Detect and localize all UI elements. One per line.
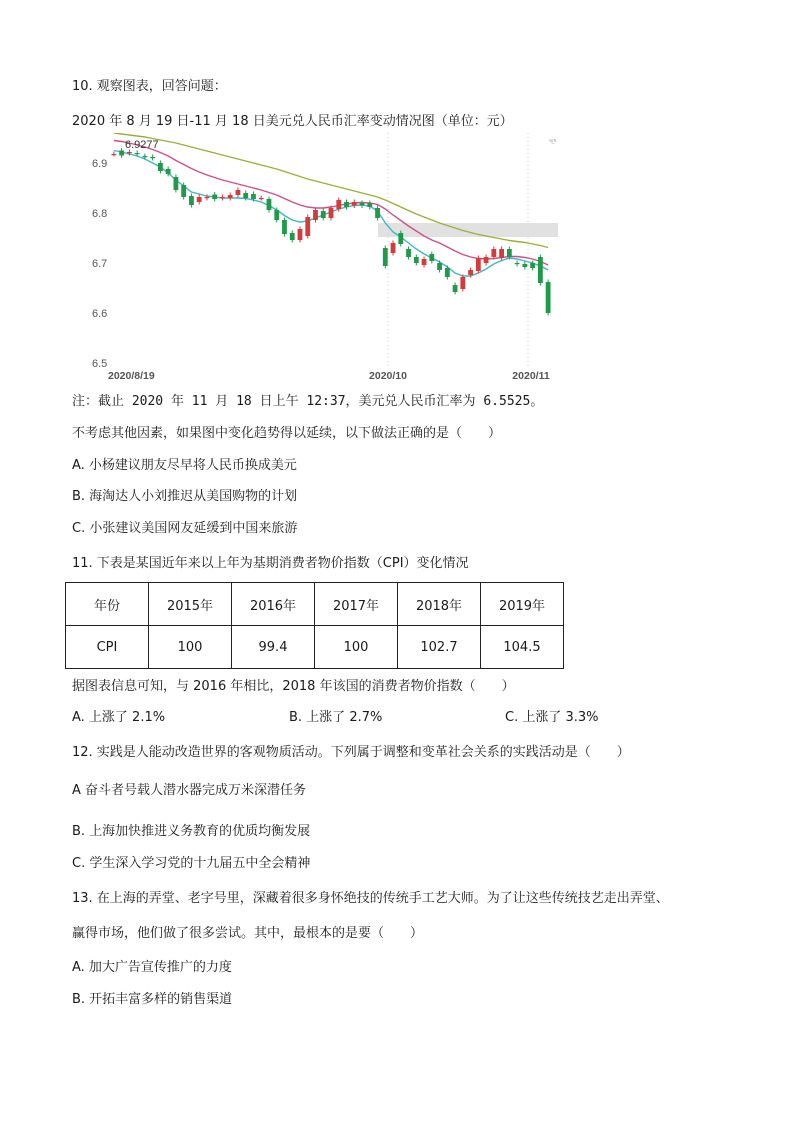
- candle: [429, 252, 434, 264]
- table-header-cell: 2019年: [481, 583, 564, 626]
- chart-caption: 2020 年 8 月 19 日-11 月 18 日美元兑人民币汇率变动情况图（单位：元）: [72, 114, 513, 129]
- candle: [546, 280, 551, 316]
- table-header-cell: 2016年: [232, 583, 315, 626]
- candle: [515, 261, 520, 267]
- candle: [414, 255, 419, 266]
- candle: [484, 255, 489, 266]
- candle: [197, 195, 202, 205]
- candle: [375, 206, 380, 221]
- candle: [367, 201, 372, 210]
- candle: [391, 241, 396, 256]
- question-10-stem: 不考虑其他因素，如果图中变化趋势得以延续，以下做法正确的是（ ）: [72, 426, 502, 441]
- candle: [422, 257, 427, 268]
- candle: [119, 148, 124, 158]
- question-11-stem: 据图表信息可知，与 2016 年相比，2018 年该国的消费者物价指数（ ）: [72, 679, 515, 694]
- question-10-title: 10. 观察图表，回答问题：: [72, 79, 227, 94]
- candle: [111, 152, 116, 157]
- table-header-cell: 2017年: [315, 583, 398, 626]
- candle: [174, 175, 179, 193]
- candle: [220, 195, 225, 201]
- max-price-annotation: 6.9277: [125, 139, 159, 151]
- x-tick-label: 2020/8/19: [108, 370, 155, 382]
- x-axis-ticks: [108, 370, 550, 382]
- option-12-c[interactable]: C. 学生深入学习党的十九届五中全会精神: [72, 856, 311, 871]
- y-tick-label: 6.8: [92, 208, 108, 220]
- question-10-note: 注：截止 2020 年 11 月 18 日上午 12:37，美元兑人民币汇率为 6.5525。: [72, 394, 544, 409]
- watermark-glyph: ஞ: [549, 137, 557, 144]
- question-13-title-line2: 赢得市场，他们做了很多尝试。其中，最根本的是要（ ）: [72, 926, 424, 941]
- option-12-b[interactable]: B. 上海加快推进义务教育的优质均衡发展: [72, 824, 311, 839]
- x-tick-label: 2020/10: [369, 370, 407, 382]
- cpi-table: [65, 582, 564, 669]
- candle: [360, 201, 365, 209]
- candle: [298, 227, 303, 243]
- option-11-a[interactable]: A. 上涨了 2.1%: [72, 710, 166, 725]
- y-tick-label: 6.9: [92, 158, 108, 170]
- candle: [460, 275, 465, 292]
- x-tick-label: 2020/11: [512, 370, 550, 382]
- option-11-b[interactable]: B. 上涨了 2.7%: [289, 710, 383, 725]
- option-12-a[interactable]: A 奋斗者号载人潜水器完成万米深潜任务: [72, 783, 307, 798]
- candle: [259, 196, 264, 201]
- candle: [150, 155, 155, 161]
- candle: [406, 247, 411, 260]
- option-10-c[interactable]: C. 小张建议美国网友延缓到中国来旅游: [72, 521, 298, 536]
- highlight-band: [378, 223, 558, 237]
- candle: [158, 161, 163, 174]
- candle: [236, 188, 241, 198]
- moving-average-lines: [114, 133, 548, 276]
- option-10-b[interactable]: B. 海淘达人小刘推迟从美国购物的计划: [72, 489, 298, 504]
- y-tick-label: 6.5: [92, 358, 108, 370]
- candle: [189, 194, 194, 208]
- candle: [383, 246, 388, 269]
- question-11-title: 11. 下表是某国近年来以上年为基期消费者物价指数（CPI）变化情况: [72, 556, 469, 571]
- candle: [491, 247, 496, 260]
- y-tick-label: 6.6: [92, 308, 108, 320]
- candle: [305, 215, 310, 239]
- candle: [212, 192, 217, 202]
- candle: [282, 218, 287, 237]
- option-11-c[interactable]: C. 上涨了 3.3%: [505, 710, 599, 725]
- candle: [313, 208, 318, 223]
- table-cell: 102.7: [398, 626, 481, 669]
- candle: [453, 283, 458, 295]
- moving-average-line: [114, 141, 548, 266]
- table-row: [66, 626, 564, 669]
- candle: [228, 193, 233, 201]
- option-10-a[interactable]: A. 小杨建议朋友尽早将人民币换成美元: [72, 458, 297, 473]
- question-12-title: 12. 实践是人能动改造世界的客观物质活动。下列属于调整和变革社会关系的实践活动是（ ）: [72, 745, 630, 760]
- table-cell: 100: [315, 626, 398, 669]
- table-header-row: [66, 583, 564, 626]
- option-13-a[interactable]: A. 加大广告宣传推广的力度: [72, 960, 232, 975]
- table-header-cell: 2018年: [398, 583, 481, 626]
- table-header-cell: 年份: [66, 583, 149, 626]
- candle: [476, 256, 481, 274]
- candle: [321, 209, 326, 221]
- option-13-b[interactable]: B. 开拓丰富多样的销售渠道: [72, 992, 233, 1007]
- candle: [352, 200, 357, 209]
- exchange-rate-chart: [90, 133, 558, 383]
- table-cell: CPI: [66, 626, 149, 669]
- table-cell: 100: [149, 626, 232, 669]
- y-tick-label: 6.7: [92, 258, 108, 270]
- candle: [538, 255, 543, 286]
- question-13-title-line1: 13. 在上海的弄堂、老字号里，深藏着很多身怀绝技的传统手工艺大师。为了让这些传统技艺走出弄堂、: [72, 891, 669, 906]
- candle: [267, 197, 272, 213]
- table-cell: 104.5: [481, 626, 564, 669]
- y-axis-ticks: [92, 158, 107, 370]
- candle: [290, 231, 295, 243]
- table-cell: 99.4: [232, 626, 315, 669]
- table-header-cell: 2015年: [149, 583, 232, 626]
- candle: [181, 183, 186, 200]
- candle: [522, 262, 527, 270]
